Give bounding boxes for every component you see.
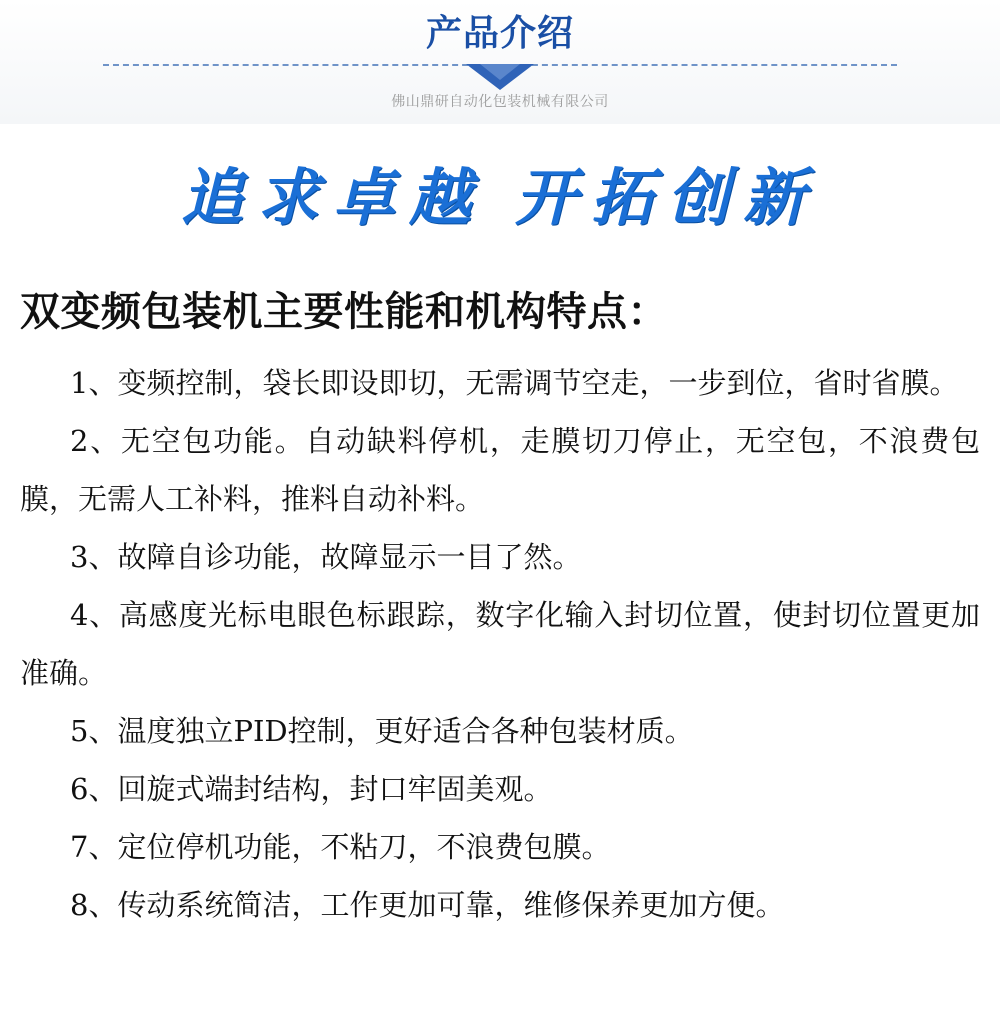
feature-item: 1、变频控制，袋长即设即切，无需调节空走，一步到位，省时省膜。 xyxy=(70,366,959,400)
chevron-down-icon xyxy=(466,64,534,92)
slogan-part-1: 追求卓越 xyxy=(180,161,485,234)
slogan xyxy=(0,158,1000,238)
section-heading: 双变频包装机主要性能和机构特点： xyxy=(20,289,668,335)
feature-item: 4、高感度光标电眼色标跟踪，数字化输入封切位置，使封切位置更加准确。 xyxy=(20,598,980,690)
feature-item: 2、无空包功能。自动缺料停机，走膜切刀停止，无空包，不浪费包膜，无需人工补料，推料自动补料。 xyxy=(20,424,980,516)
feature-item: 6、回旋式端封结构，封口牢固美观。 xyxy=(70,772,553,806)
company-name: 佛山鼎研自动化包装机械有限公司 xyxy=(391,94,609,110)
feature-item: 7、定位停机功能，不粘刀，不浪费包膜。 xyxy=(70,830,611,864)
feature-item: 3、故障自诊功能，故障显示一目了然。 xyxy=(70,540,582,574)
feature-item: 5、温度独立PID控制，更好适合各种包装材质。 xyxy=(70,714,694,748)
feature-item: 8、传动系统简洁，工作更加可靠，维修保养更加方便。 xyxy=(70,888,785,922)
header-title: 产品介绍 xyxy=(425,13,574,54)
header-banner xyxy=(0,0,1000,124)
slogan-part-2: 开拓创新 xyxy=(515,161,820,234)
features-section xyxy=(20,282,980,934)
